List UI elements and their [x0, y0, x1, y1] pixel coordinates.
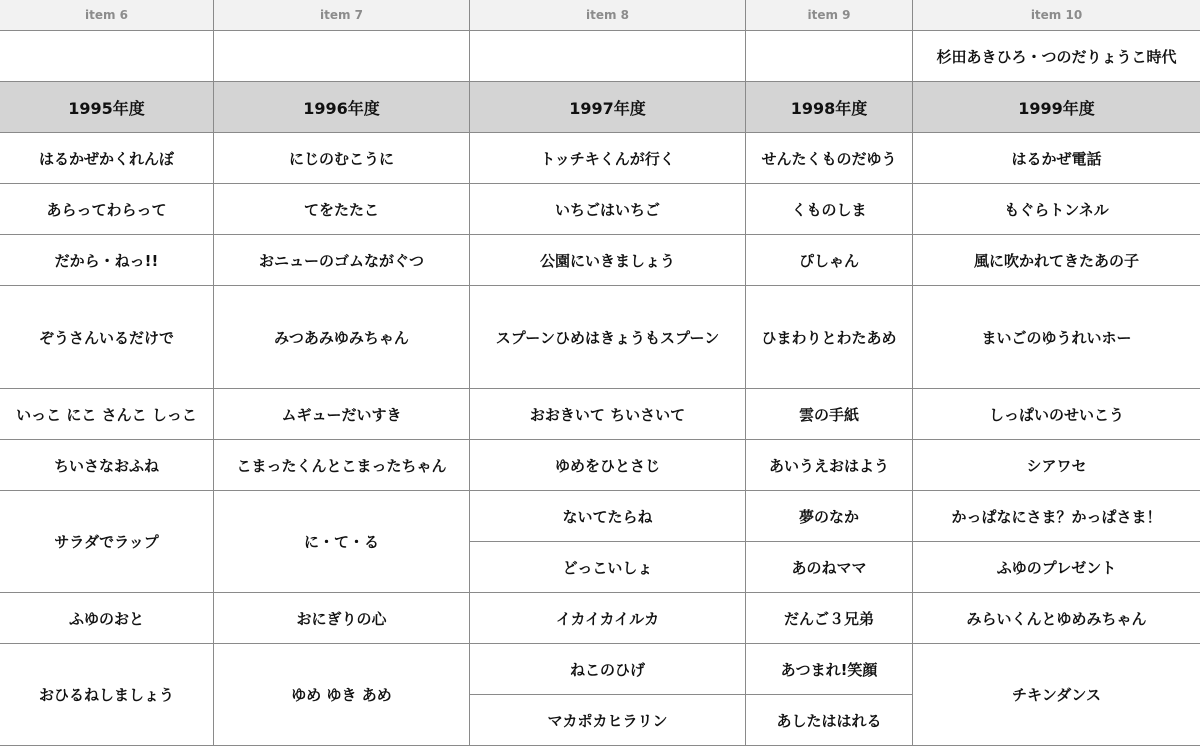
era-cell[interactable] — [0, 31, 214, 82]
song-cell[interactable]: くものしま — [746, 184, 913, 235]
song-cell[interactable]: おニューのゴムながぐつ — [214, 235, 470, 286]
year-cell[interactable]: 1996年度 — [214, 82, 470, 133]
year-cell[interactable]: 1995年度 — [0, 82, 214, 133]
song-cell[interactable]: サラダでラップ — [0, 491, 214, 593]
song-cell[interactable]: まいごのゆうれいホー — [913, 286, 1200, 389]
song-cell[interactable]: ないてたらね — [470, 491, 746, 542]
song-cell[interactable]: ねこのひげ — [470, 644, 746, 695]
song-cell[interactable]: ちいさなおふね — [0, 440, 214, 491]
song-cell[interactable]: マカポカヒラリン — [470, 695, 746, 746]
song-cell[interactable]: みらいくんとゆめみちゃん — [913, 593, 1200, 644]
song-cell[interactable]: に・て・る — [214, 491, 470, 593]
song-cell[interactable]: ひまわりとわたあめ — [746, 286, 913, 389]
song-cell[interactable]: だから・ねっ!! — [0, 235, 214, 286]
table-row — [0, 644, 1200, 695]
year-cell[interactable]: 1998年度 — [746, 82, 913, 133]
song-cell[interactable]: ゆめをひとさじ — [470, 440, 746, 491]
song-cell[interactable]: あいうえおはよう — [746, 440, 913, 491]
song-cell[interactable]: 夢のなか — [746, 491, 913, 542]
era-cell[interactable]: 杉田あきひろ・つのだりょうこ時代 — [913, 31, 1200, 82]
era-cell[interactable] — [214, 31, 470, 82]
song-cell[interactable]: だんご３兄弟 — [746, 593, 913, 644]
song-cell[interactable]: あつまれ!笑顔 — [746, 644, 913, 695]
song-cell[interactable]: しっぱいのせいこう — [913, 389, 1200, 440]
song-cell[interactable]: あらってわらって — [0, 184, 214, 235]
song-cell[interactable]: あしたははれる — [746, 695, 913, 746]
song-cell[interactable]: どっこいしょ — [470, 542, 746, 593]
song-cell[interactable]: こまったくんとこまったちゃん — [214, 440, 470, 491]
table-row — [0, 389, 1200, 440]
column-header[interactable]: item 10 — [913, 0, 1200, 31]
song-cell[interactable]: てをたたこ — [214, 184, 470, 235]
song-cell[interactable]: ゆめ ゆき あめ — [214, 644, 470, 746]
song-cell[interactable]: ふゆのプレゼント — [913, 542, 1200, 593]
year-cell[interactable]: 1999年度 — [913, 82, 1200, 133]
song-cell[interactable]: ふゆのおと — [0, 593, 214, 644]
table-row — [0, 593, 1200, 644]
song-cell[interactable]: 雲の手紙 — [746, 389, 913, 440]
column-header[interactable]: item 7 — [214, 0, 470, 31]
song-cell[interactable]: かっぱなにさま？かっぱさま！ — [913, 491, 1200, 542]
song-cell[interactable]: もぐらトンネル — [913, 184, 1200, 235]
song-cell[interactable]: 公園にいきましょう — [470, 235, 746, 286]
era-cell[interactable] — [746, 31, 913, 82]
column-header[interactable]: item 9 — [746, 0, 913, 31]
column-header[interactable]: item 8 — [470, 0, 746, 31]
song-cell[interactable]: にじのむこうに — [214, 133, 470, 184]
song-cell[interactable]: ムギューだいすき — [214, 389, 470, 440]
era-cell[interactable] — [470, 31, 746, 82]
column-header[interactable]: item 6 — [0, 0, 214, 31]
song-cell[interactable]: 風に吹かれてきたあの子 — [913, 235, 1200, 286]
song-cell[interactable]: せんたくものだゆう — [746, 133, 913, 184]
table-row — [0, 491, 1200, 542]
era-row — [0, 31, 1200, 82]
year-row — [0, 82, 1200, 133]
song-cell[interactable]: あのねママ — [746, 542, 913, 593]
table-row — [0, 133, 1200, 184]
song-cell[interactable]: イカイカイルカ — [470, 593, 746, 644]
song-cell[interactable]: チキンダンス — [913, 644, 1200, 746]
table-row — [0, 235, 1200, 286]
song-cell[interactable]: はるかぜかくれんぼ — [0, 133, 214, 184]
table-row — [0, 184, 1200, 235]
song-cell[interactable]: いちごはいちご — [470, 184, 746, 235]
column-header-row — [0, 0, 1200, 31]
song-cell[interactable]: いっこ にこ さんこ しっこ — [0, 389, 214, 440]
year-cell[interactable]: 1997年度 — [470, 82, 746, 133]
song-cell[interactable]: みつあみゆみちゃん — [214, 286, 470, 389]
song-cell[interactable]: おにぎりの心 — [214, 593, 470, 644]
song-cell[interactable]: ぞうさんいるだけで — [0, 286, 214, 389]
song-cell[interactable]: おひるねしましょう — [0, 644, 214, 746]
song-cell[interactable]: トッチキくんが行く — [470, 133, 746, 184]
table-row — [0, 286, 1200, 389]
song-cell[interactable]: おおきいて ちいさいて — [470, 389, 746, 440]
song-cell[interactable]: スプーンひめはきょうもスプーン — [470, 286, 746, 389]
song-cell[interactable]: はるかぜ電話 — [913, 133, 1200, 184]
table-row — [0, 440, 1200, 491]
song-cell[interactable]: シアワセ — [913, 440, 1200, 491]
song-cell[interactable]: ぴしゃん — [746, 235, 913, 286]
